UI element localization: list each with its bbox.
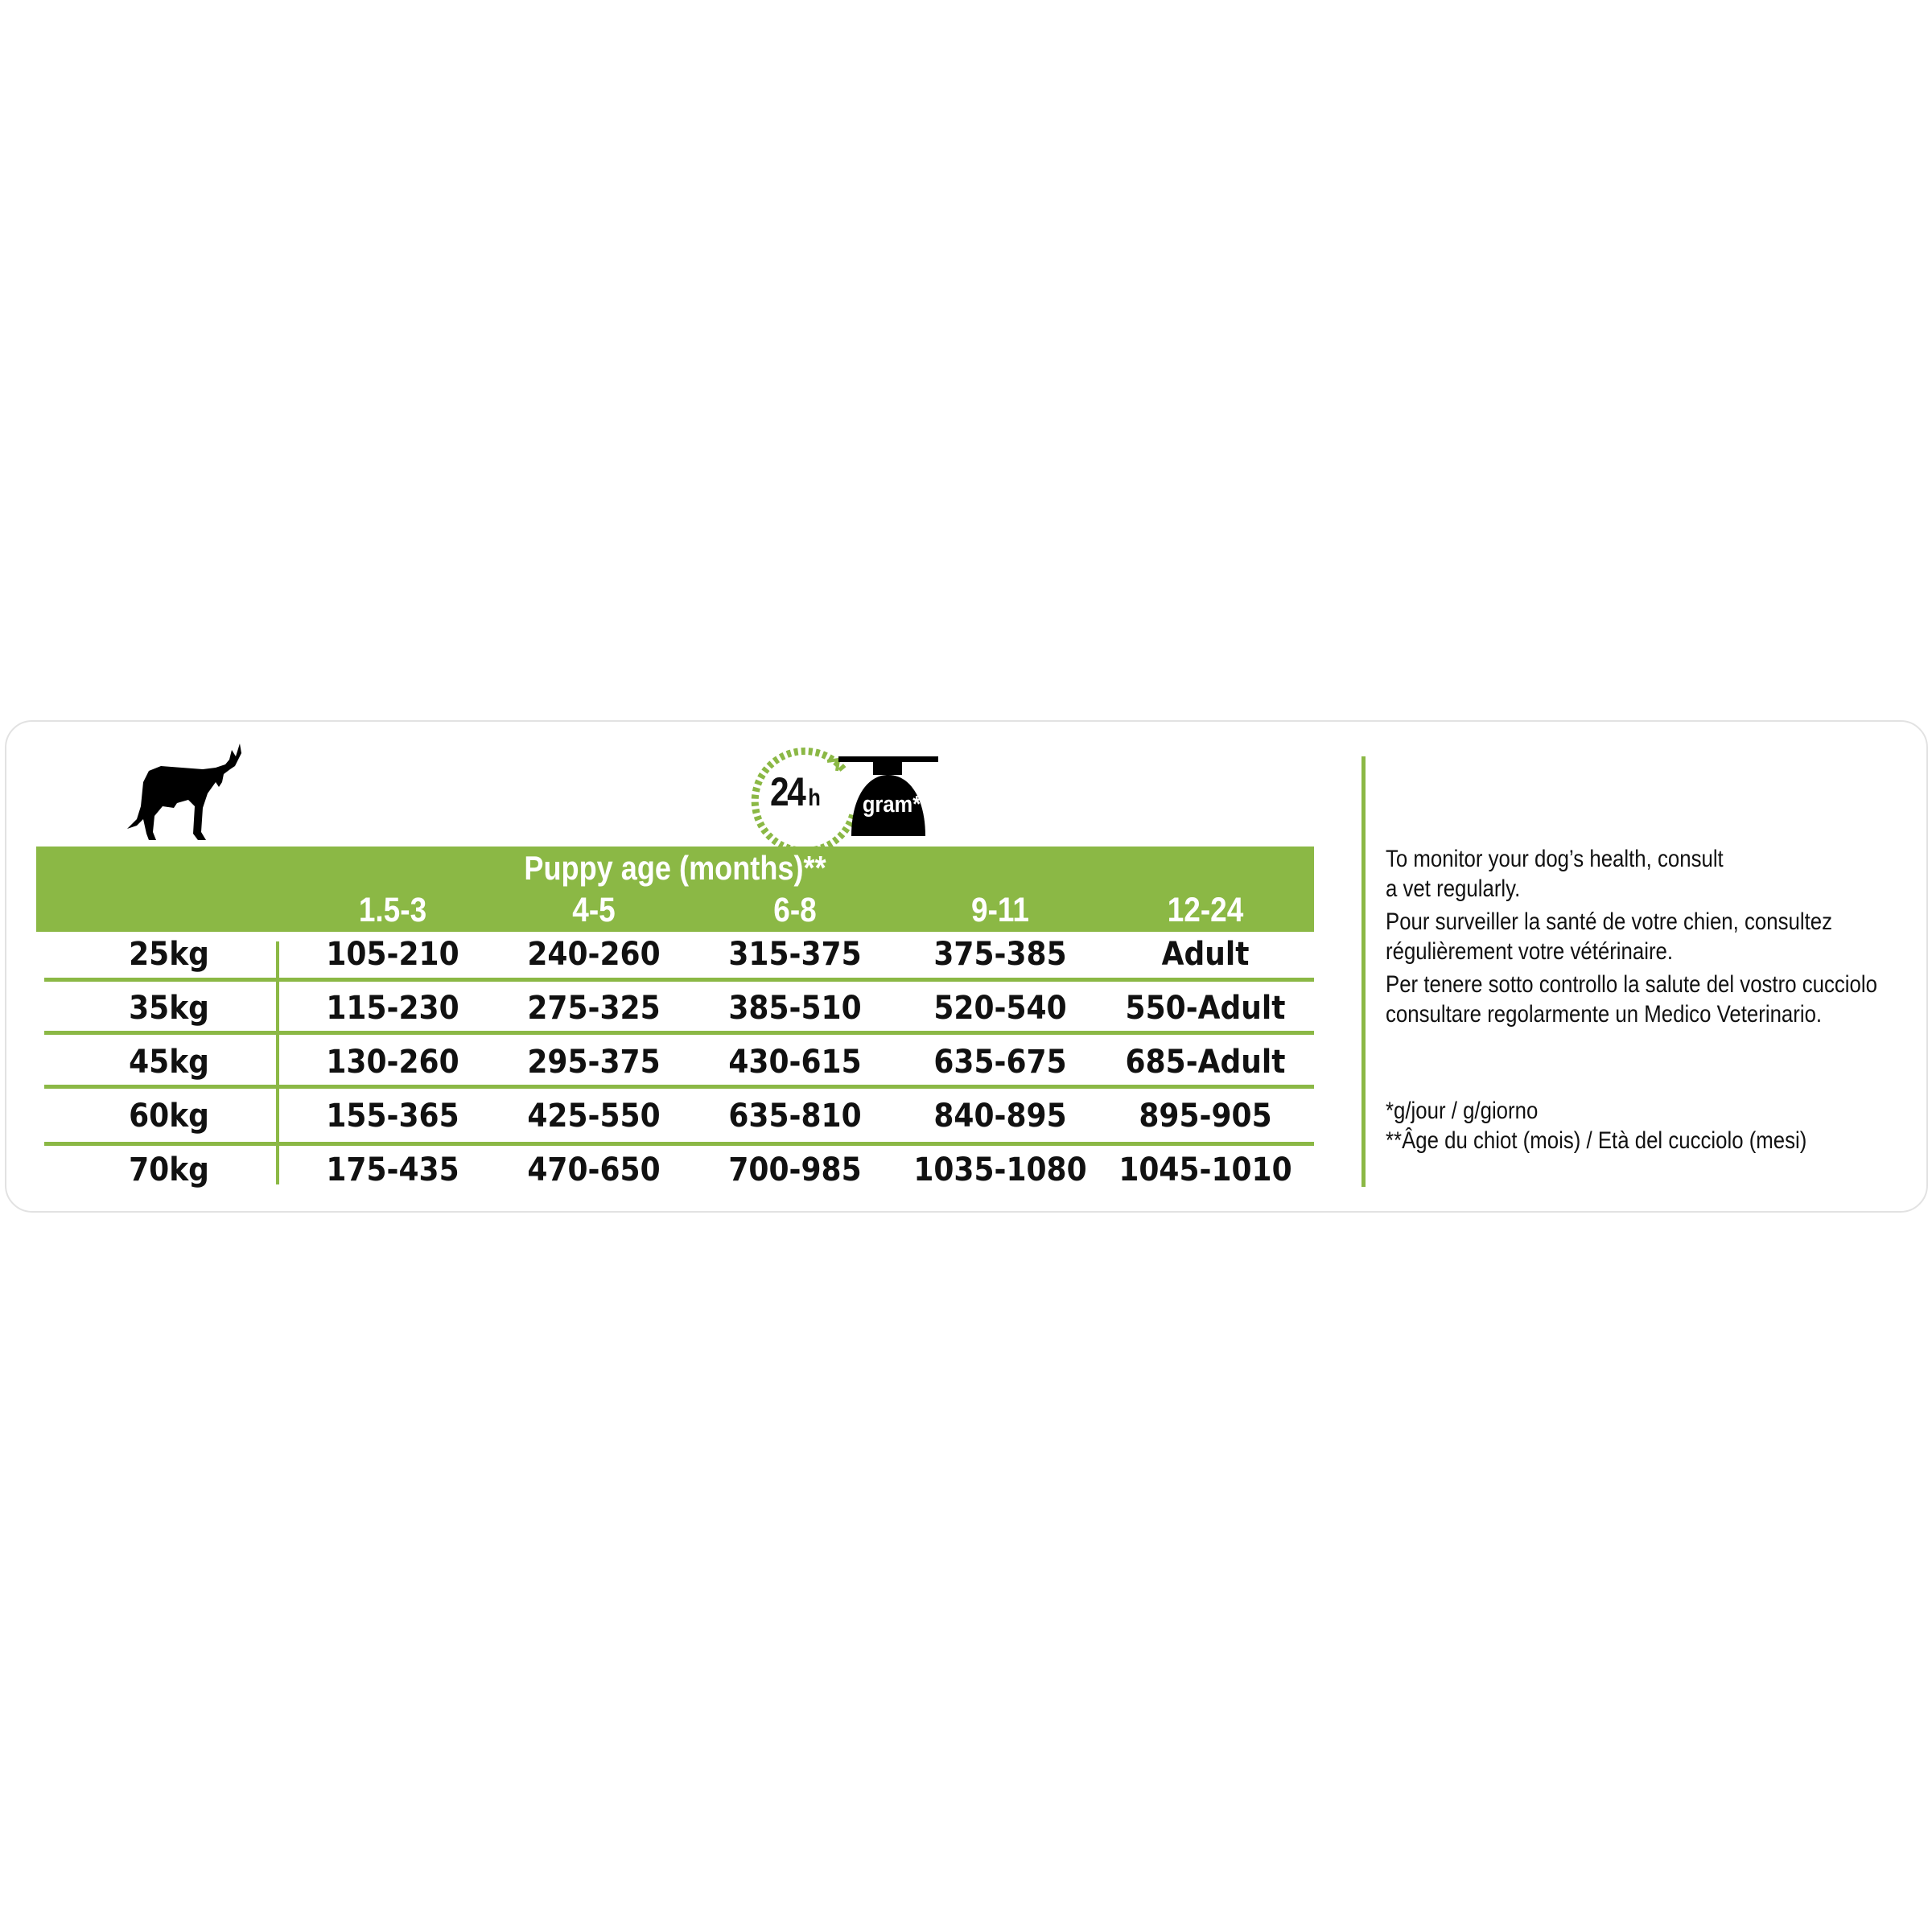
notes-divider xyxy=(1361,756,1366,1187)
table-cell: 470-650 xyxy=(527,1151,661,1188)
footnote-grams: *g/jour / g/giorno xyxy=(1386,1098,1539,1124)
table-cell: 115-230 xyxy=(326,990,459,1027)
table-cell: 375-385 xyxy=(933,936,1067,973)
weight-label: 35kg xyxy=(129,990,209,1027)
column-header: 12-24 xyxy=(1167,891,1244,929)
clock-unit: h xyxy=(808,785,821,811)
gram-label: gram* xyxy=(862,792,921,818)
table-cell: 425-550 xyxy=(527,1098,661,1135)
puppy-age-title: Puppy age (months)** xyxy=(524,849,826,887)
table-cell: Adult xyxy=(1161,936,1250,973)
table-cell: 155-365 xyxy=(326,1098,459,1135)
clock-hours: 24 xyxy=(770,769,805,814)
table-cell: 520-540 xyxy=(933,990,1067,1027)
column-header: 4-5 xyxy=(572,891,616,929)
weight-label: 25kg xyxy=(129,936,209,973)
column-header: 9-11 xyxy=(971,891,1029,929)
table-cell: 1045-1010 xyxy=(1118,1151,1292,1188)
24h-label xyxy=(770,768,821,815)
table-cell: 635-810 xyxy=(728,1098,862,1135)
table-cell: 105-210 xyxy=(326,936,459,973)
table-cell: 635-675 xyxy=(933,1044,1067,1081)
row-separator xyxy=(44,1085,1314,1089)
dog-silhouette-icon xyxy=(105,742,249,845)
table-cell: 430-615 xyxy=(728,1044,862,1081)
column-header: 6-8 xyxy=(773,891,817,929)
note-line-it: Per tenere sotto controllo la salute del vostro cucciolo xyxy=(1386,971,1877,998)
row-separator xyxy=(44,1031,1314,1035)
row-separator xyxy=(44,1142,1314,1146)
note-line-en: To monitor your dog’s health, consult xyxy=(1386,846,1724,872)
column-header: 1.5-3 xyxy=(358,891,427,929)
note-line-fr: régulièrement votre vétérinaire. xyxy=(1386,938,1674,965)
table-cell: 175-435 xyxy=(326,1151,459,1188)
table-cell: 840-895 xyxy=(933,1098,1067,1135)
table-header xyxy=(36,847,1314,932)
weight-label: 45kg xyxy=(129,1044,209,1081)
row-separator xyxy=(44,978,1314,982)
note-line-fr: Pour surveiller la santé de votre chien, consultez xyxy=(1386,908,1832,935)
table-cell: 315-375 xyxy=(728,936,862,973)
table-cell: 1035-1080 xyxy=(913,1151,1087,1188)
note-line-en: a vet regularly. xyxy=(1386,875,1521,902)
footnote-age: **Âge du chiot (mois) / Età del cucciolo (mesi) xyxy=(1386,1127,1807,1154)
table-cell: 240-260 xyxy=(527,936,661,973)
table-cell: 700-985 xyxy=(728,1151,862,1188)
table-cell: 685-Adult xyxy=(1125,1044,1286,1081)
table-cell: 130-260 xyxy=(326,1044,459,1081)
note-line-it: consultare regolarmente un Medico Veterinario. xyxy=(1386,1001,1823,1028)
weight-label: 70kg xyxy=(129,1151,209,1188)
table-cell: 550-Adult xyxy=(1125,990,1286,1027)
weight-label: 60kg xyxy=(129,1098,209,1135)
table-cell: 895-905 xyxy=(1139,1098,1272,1135)
table-cell: 385-510 xyxy=(728,990,862,1027)
table-cell: 275-325 xyxy=(527,990,661,1027)
table-cell: 295-375 xyxy=(527,1044,661,1081)
